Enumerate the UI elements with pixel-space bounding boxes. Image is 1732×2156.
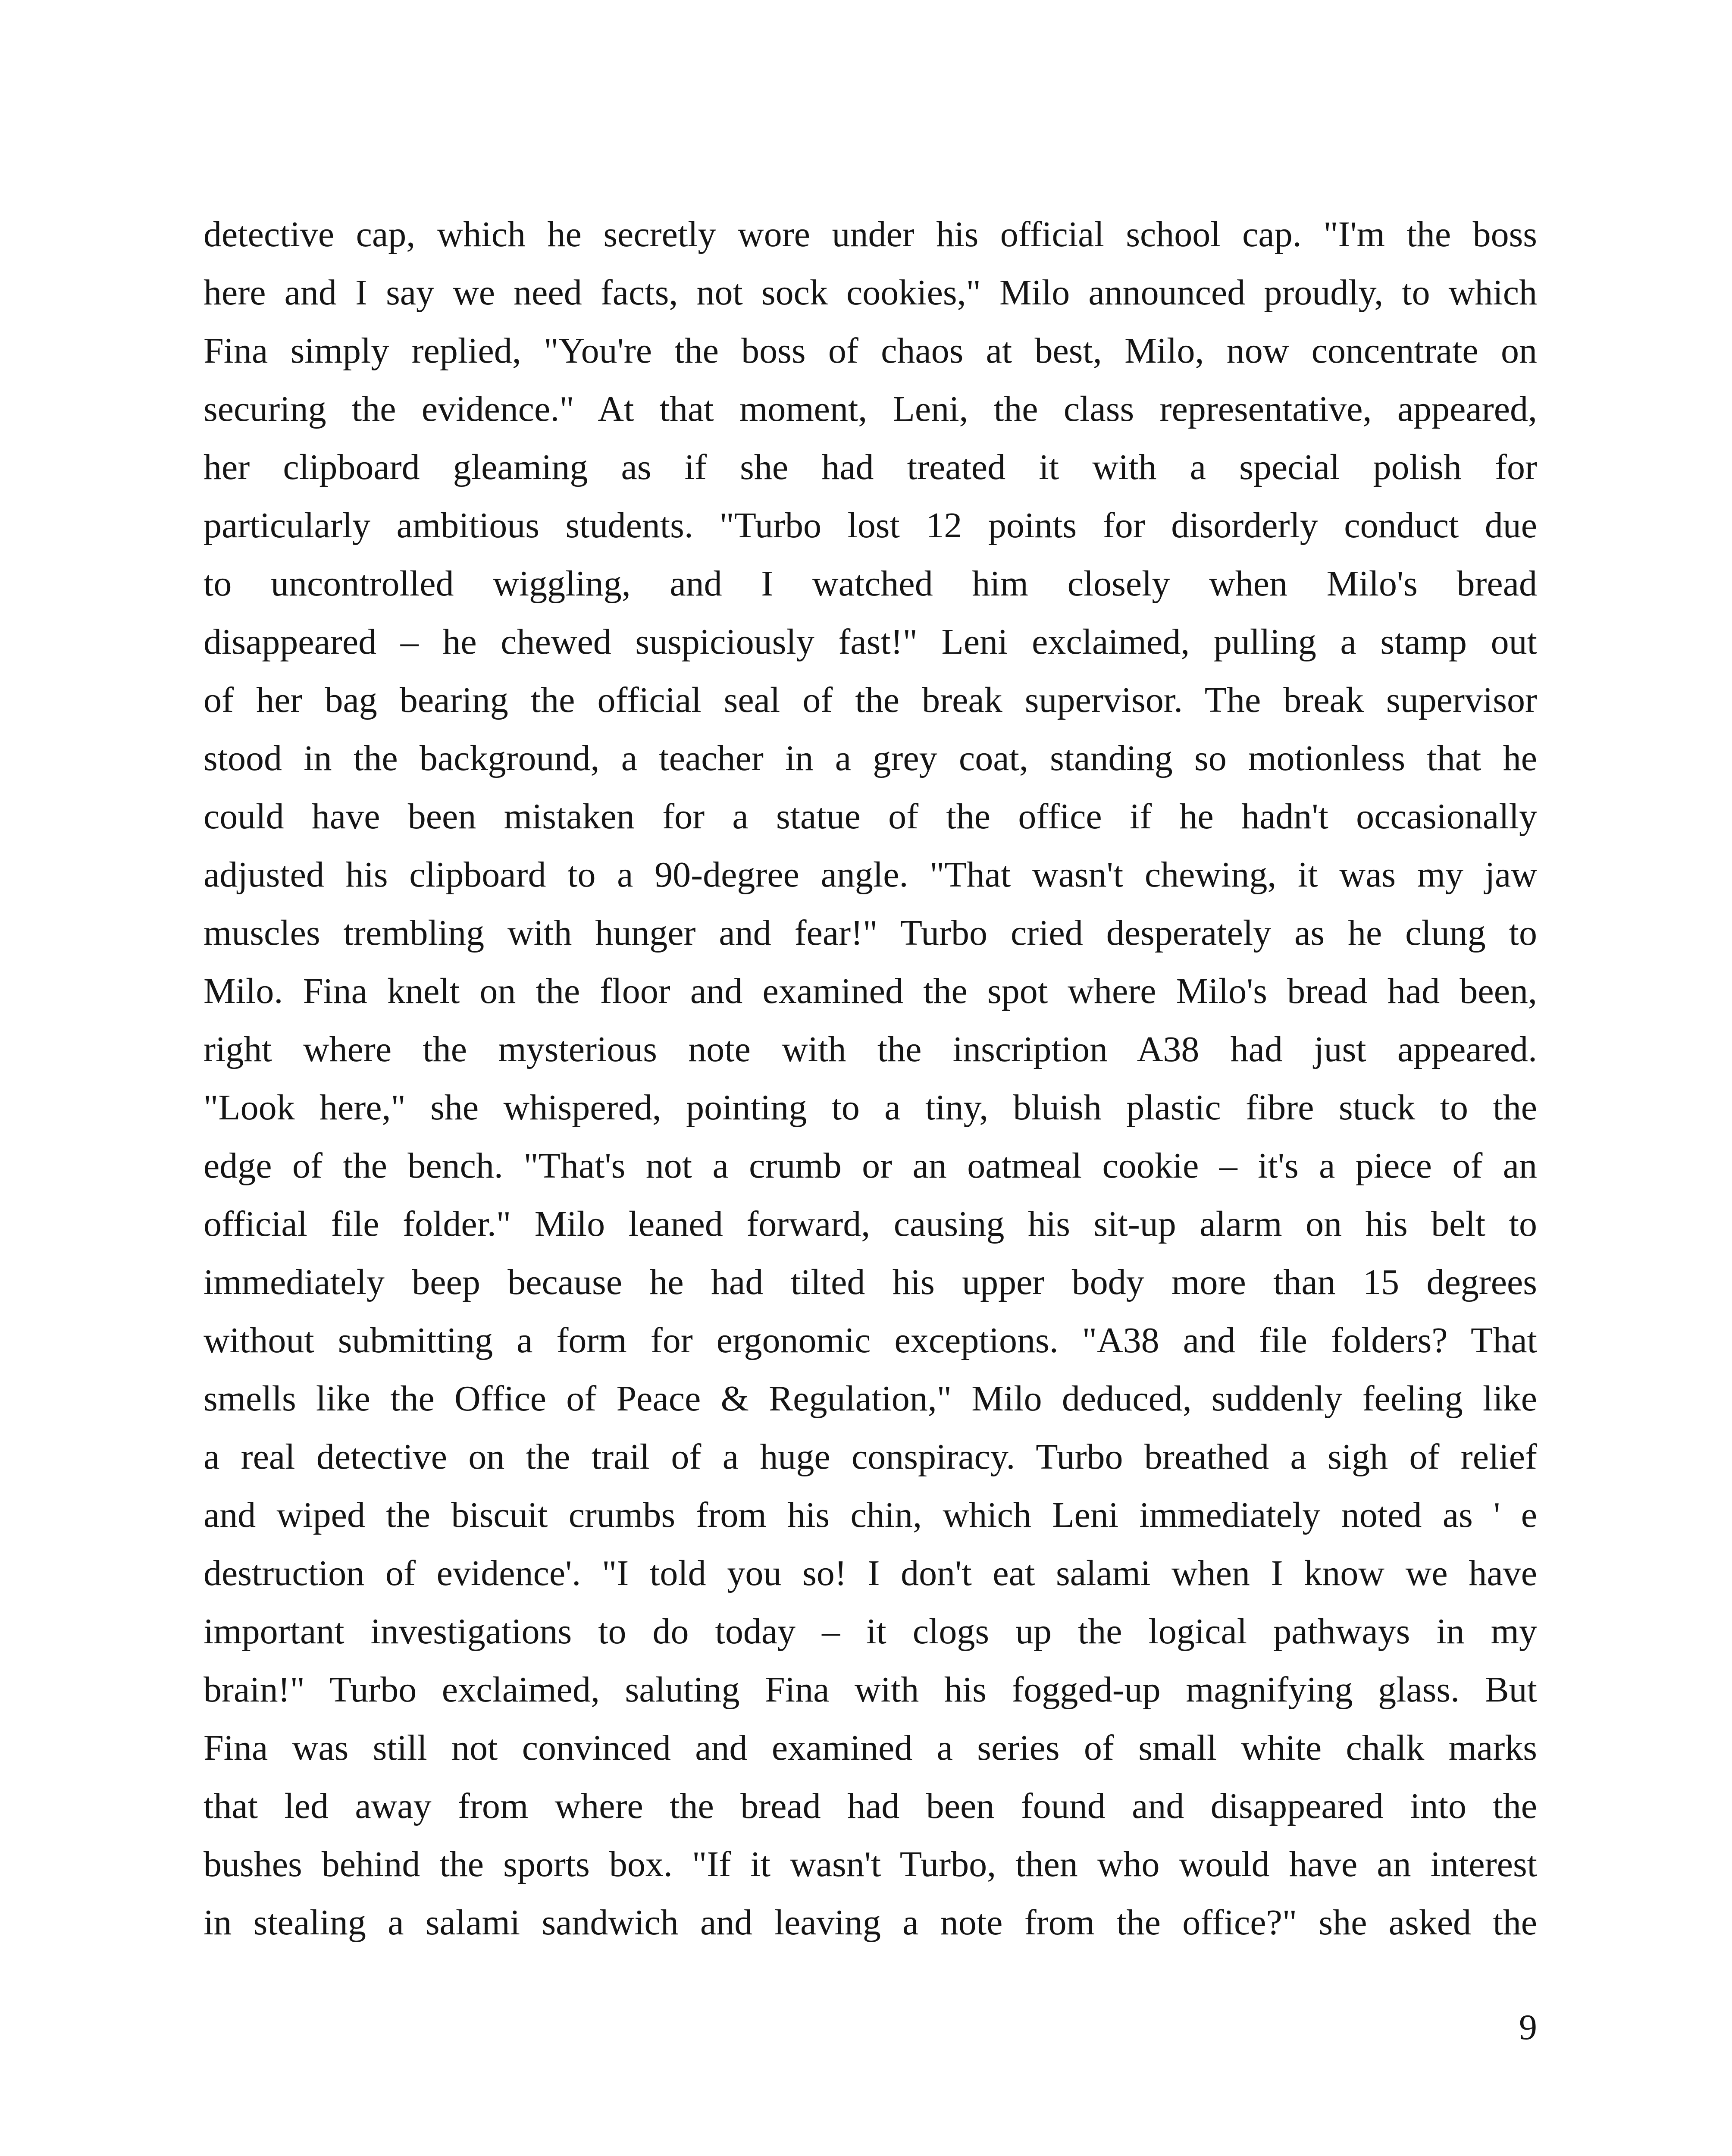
text-line: right where the mysterious note with the inscription A38 had just appeared. <box>204 1029 1537 1069</box>
text-line: "Look here," she whispered, pointing to a tiny, bluish plastic fibre stuck to the <box>204 1087 1537 1128</box>
text-line: smells like the Office of Peace & Regulation," Milo deduced, suddenly feeling like <box>204 1379 1537 1419</box>
text-line: stood in the background, a teacher in a grey coat, standing so motionless that he <box>204 738 1537 778</box>
text-line: to uncontrolled wiggling, and I watched him closely when Milo's bread <box>204 564 1537 604</box>
text-line: destruction of evidence'. "I told you so! I don't eat salami when I know we have <box>204 1553 1537 1593</box>
text-line: official file folder." Milo leaned forward, causing his sit-up alarm on his belt to <box>204 1204 1537 1244</box>
text-line: important investigations to do today – it clogs up the logical pathways in my <box>204 1611 1537 1651</box>
text-line: edge of the bench. "That's not a crumb or an oatmeal cookie – it's a piece of an <box>204 1146 1537 1186</box>
text-line: immediately beep because he had tilted his upper body more than 15 degrees <box>204 1262 1537 1302</box>
text-line: and wiped the biscuit crumbs from his chin, which Leni immediately noted as ' e <box>204 1495 1537 1535</box>
text-line: particularly ambitious students. "Turbo lost 12 points for disorderly conduct due <box>204 505 1537 545</box>
text-line: her clipboard gleaming as if she had treated it with a special polish for <box>204 447 1537 487</box>
text-line: brain!" Turbo exclaimed, saluting Fina with his fogged-up magnifying glass. But <box>204 1670 1537 1710</box>
text-line: that led away from where the bread had been found and disappeared into the <box>204 1786 1537 1826</box>
text-line: bushes behind the sports box. "If it wasn't Turbo, then who would have an interest <box>204 1844 1537 1884</box>
page-number: 9 <box>1519 2007 1537 2047</box>
text-line: without submitting a form for ergonomic exceptions. "A38 and file folders? That <box>204 1320 1537 1360</box>
text-line: in stealing a salami sandwich and leaving a note from the office?" she asked the <box>204 1902 1537 1943</box>
text-line: here and I say we need facts, not sock cookies," Milo announced proudly, to which <box>204 273 1537 313</box>
body-text <box>204 205 1537 1952</box>
text-line: securing the evidence." At that moment, Leni, the class representative, appeared, <box>204 389 1537 429</box>
text-line: Fina simply replied, "You're the boss of chaos at best, Milo, now concentrate on <box>204 331 1537 371</box>
text-line: muscles trembling with hunger and fear!" Turbo cried desperately as he clung to <box>204 913 1537 953</box>
text-line: Fina was still not convinced and examined a series of small white chalk marks <box>204 1728 1537 1768</box>
text-line: detective cap, which he secretly wore under his official school cap. "I'm the boss <box>204 214 1537 254</box>
text-line: adjusted his clipboard to a 90-degree angle. "That wasn't chewing, it was my jaw <box>204 855 1537 895</box>
text-line: of her bag bearing the official seal of the break supervisor. The break supervisor <box>204 680 1537 720</box>
text-line: could have been mistaken for a statue of the office if he hadn't occasionally <box>204 796 1537 837</box>
text-line: Milo. Fina knelt on the floor and examined the spot where Milo's bread had been, <box>204 971 1537 1011</box>
text-line: disappeared – he chewed suspiciously fast!" Leni exclaimed, pulling a stamp out <box>204 622 1537 662</box>
text-line: a real detective on the trail of a huge conspiracy. Turbo breathed a sigh of relief <box>204 1437 1537 1477</box>
